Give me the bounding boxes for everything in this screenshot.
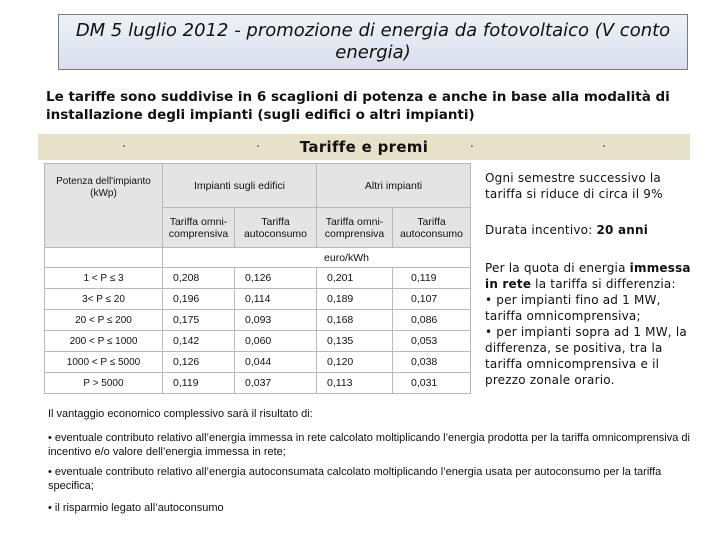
value-cell: 0,114 (235, 289, 317, 310)
table-row (45, 352, 471, 373)
decor-dot: . (122, 139, 127, 150)
section-header (38, 134, 690, 160)
value-cell: 0,142 (163, 331, 235, 352)
value-cell: 0,038 (393, 352, 471, 373)
table-row (45, 373, 471, 394)
header-potenza (45, 164, 163, 248)
value-cell: 0,093 (235, 310, 317, 331)
note-duration-label: Durata incentivo: (485, 223, 597, 237)
header-auto-altri: Tariffa autoconsumo (393, 208, 471, 248)
value-cell: 0,135 (317, 331, 393, 352)
value-cell: 0,113 (317, 373, 393, 394)
value-cell: 0,037 (235, 373, 317, 394)
value-cell: 0,060 (235, 331, 317, 352)
table-row (45, 331, 471, 352)
range-cell: 1 < P ≤ 3 (45, 268, 163, 289)
note-duration-value: 20 anni (596, 223, 649, 237)
header-omni-edifici: Tariffa omni-comprensiva (163, 208, 235, 248)
value-cell: 0,119 (393, 268, 471, 289)
unit-blank-cell (45, 248, 163, 268)
benefit-item: • eventuale contributo relativo all’energia autoconsumata calcolato moltiplicando l’energia usata per autoconsumo per la tariffa specifica; (48, 466, 662, 492)
note-immessa-prefix: Per la quota di energia (485, 261, 630, 275)
decor-dot: . (470, 139, 475, 150)
note-immessa-bold: immessa in rete (485, 261, 691, 291)
value-cell: 0,107 (393, 289, 471, 310)
intro-text: Le tariffe sono suddivise in 6 scaglioni di potenza e anche in base alla modalità di installazione degli impianti (sugli edifici o altri impianti) (46, 89, 670, 123)
header-edifici: Impianti sugli edifici (163, 164, 317, 208)
range-cell: 20 < P ≤ 200 (45, 310, 163, 331)
header-altri: Altri impianti (317, 164, 471, 208)
unit-label: euro/kWh (163, 248, 471, 268)
note-reduction: Ogni semestre successivo la tariffa si riduce di circa il 9% (485, 171, 663, 201)
header-potenza-label: Potenza dell'impianto (kWp) (56, 176, 151, 199)
value-cell: 0,201 (317, 268, 393, 289)
tariff-table (44, 163, 471, 394)
value-cell: 0,119 (163, 373, 235, 394)
value-cell: 0,086 (393, 310, 471, 331)
benefit-lead: Il vantaggio economico complessivo sarà il risultato di: (48, 408, 313, 420)
benefit-item: • il risparmio legato all’autoconsumo (48, 502, 224, 514)
note-immessa (485, 260, 699, 388)
decor-dot: . (256, 139, 261, 150)
value-cell: 0,126 (163, 352, 235, 373)
note-immessa-text: la tariffa si differenzia: (531, 277, 676, 291)
value-cell: 0,126 (235, 268, 317, 289)
table-row (45, 268, 471, 289)
benefit-item: • eventuale contributo relativo all’energia immessa in rete calcolato moltiplicando l’energia prodotta per la tariffa omnicomprensiva di incentivo e/o valore dell’energia immessa in rete; (48, 432, 690, 458)
range-cell: 1000 < P ≤ 5000 (45, 352, 163, 373)
note-immessa-bullet: • per impianti fino ad 1 MW, tariffa omnicomprensiva; (485, 293, 661, 323)
decor-dot: . (602, 139, 607, 150)
slide-title: DM 5 luglio 2012 - promozione di energia da fotovoltaico (V conto energia) (58, 14, 688, 70)
note-duration (485, 222, 699, 238)
value-cell: 0,189 (317, 289, 393, 310)
header-omni-altri: Tariffa omni-comprensiva (317, 208, 393, 248)
range-cell: 200 < P ≤ 1000 (45, 331, 163, 352)
table-row (45, 310, 471, 331)
note-immessa-bullet: • per impianti sopra ad 1 MW, la differenza, se positiva, tra la tariffa omnicomprensiva e il prezzo zonale orario. (485, 325, 687, 387)
value-cell: 0,175 (163, 310, 235, 331)
value-cell: 0,044 (235, 352, 317, 373)
section-title: Tariffe e premi (299, 138, 429, 156)
value-cell: 0,120 (317, 352, 393, 373)
value-cell: 0,168 (317, 310, 393, 331)
table-row (45, 289, 471, 310)
value-cell: 0,031 (393, 373, 471, 394)
range-cell: P > 5000 (45, 373, 163, 394)
header-auto-edifici: Tariffa autoconsumo (235, 208, 317, 248)
value-cell: 0,053 (393, 331, 471, 352)
value-cell: 0,196 (163, 289, 235, 310)
value-cell: 0,208 (163, 268, 235, 289)
range-cell: 3< P ≤ 20 (45, 289, 163, 310)
